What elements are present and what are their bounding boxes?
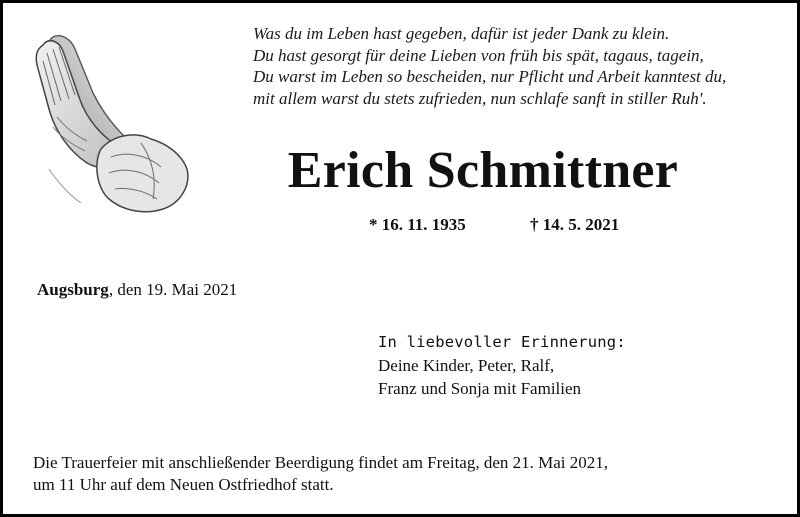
mourners-line: Franz und Sonja mit Familien xyxy=(378,379,582,398)
memorial-poem xyxy=(253,23,783,109)
poem-line: Du hast gesorgt für deine Lieben von früh bis spät, tagaus, tagein, xyxy=(253,45,704,65)
poem-line: Was du im Leben hast gegeben, dafür ist jeder Dank zu klein. xyxy=(253,24,670,43)
mourners-heading: In liebevoller Erinnerung: xyxy=(378,333,626,351)
praying-hands-icon xyxy=(31,31,193,217)
poem-line: mit allem warst du stets zufrieden, nun schlafe sanft in stiller Ruh'. xyxy=(253,88,707,108)
birth-date: * 16. 11. 1935 xyxy=(369,215,466,234)
announcement-date: , den 19. Mai 2021 xyxy=(108,280,238,299)
mourners-line: Deine Kinder, Peter, Ralf, xyxy=(378,356,555,375)
place-and-date xyxy=(37,280,237,300)
mourners-block xyxy=(378,331,626,400)
funeral-line: um 11 Uhr auf dem Neuen Ostfriedhof statt. xyxy=(33,475,334,494)
deceased-name: Erich Schmittner xyxy=(287,142,679,199)
death-date: † 14. 5. 2021 xyxy=(530,215,620,234)
poem-line: Du warst im Leben so bescheiden, nur Pflicht und Arbeit kanntest du, xyxy=(253,67,727,86)
place-name: Augsburg xyxy=(37,280,109,299)
funeral-notice xyxy=(33,452,783,496)
funeral-line: Die Trauerfeier mit anschließender Beerdigung findet am Freitag, den 21. Mai 2021, xyxy=(33,453,609,472)
